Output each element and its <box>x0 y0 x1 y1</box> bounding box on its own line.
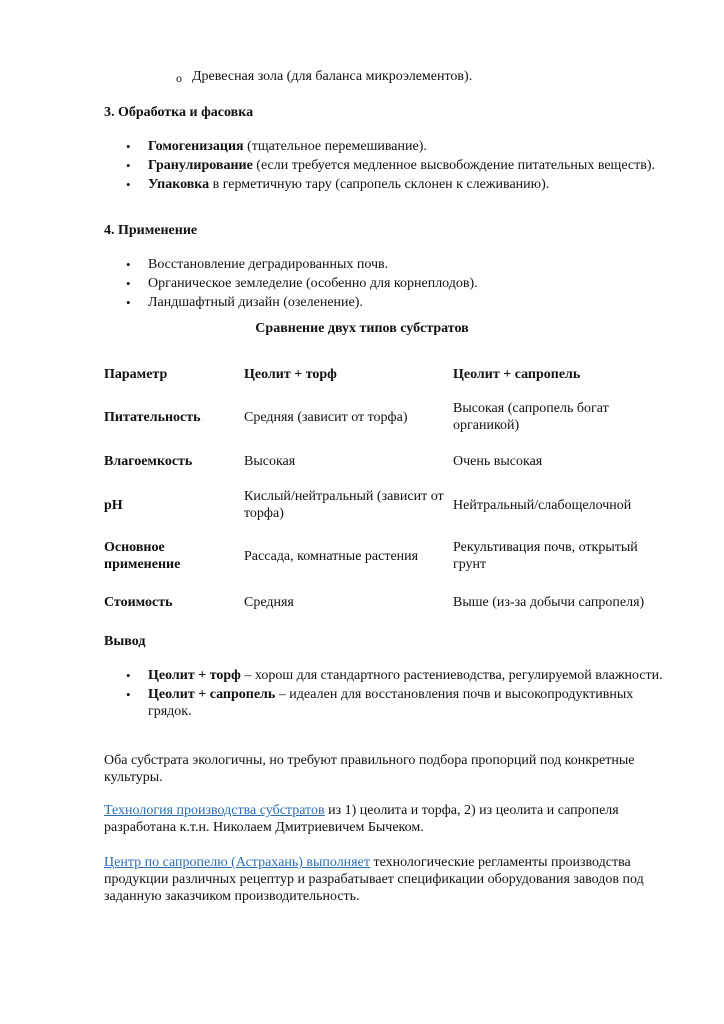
list-item: • Гранулирование (если требуется медленное высвобождение питательных веществ). <box>126 158 656 173</box>
header-cell: Цеолит + торф <box>244 366 337 382</box>
table-cell: Кислый/нейтральный (зависит от торфа) <box>244 489 444 521</box>
list-item: • Ландшафтный дизайн (озеленение). <box>126 295 363 310</box>
bullet-icon: • <box>126 276 131 291</box>
bullet-icon: • <box>126 668 131 683</box>
bullet-icon: • <box>126 158 131 173</box>
table-cell: Очень высокая <box>453 453 543 469</box>
section3-heading: 3. Обработка и фасовка <box>104 105 254 120</box>
table-row <box>100 480 675 530</box>
table-header-row <box>100 356 675 392</box>
list-item: • Восстановление деградированных почв. <box>126 257 389 272</box>
list-item: • Органическое земледелие (особенно для корнеплодов). <box>126 276 478 291</box>
tech-link[interactable]: Технология производства субстратов <box>104 803 325 818</box>
section4-heading: 4. Применение <box>104 223 198 238</box>
table-cell: Средняя <box>244 594 294 610</box>
table-cell: Высокая <box>244 453 296 469</box>
table-cell: Нейтральный/слабощелочной <box>453 497 632 513</box>
center-paragraph <box>104 854 664 905</box>
table-cell: Влагоемкость <box>104 453 193 469</box>
summary-paragraph: Оба субстрата экологичны, но требуют правильного подбора пропорций под конкретные культуры. <box>104 753 635 785</box>
table-cell: Выше (из-за добычи сапропеля) <box>453 594 645 610</box>
list-item: • Цеолит + торф – хорош для стандартного растениеводства, регулируемой влажности. <box>126 668 663 683</box>
list-item: • Гомогенизация (тщательное перемешивание). <box>126 139 427 154</box>
header-cell: Цеолит + сапропель <box>453 366 581 382</box>
table-cell: Основное применение <box>104 540 181 572</box>
header-cell: Параметр <box>104 366 168 382</box>
tech-text: из 1) цеолита и торфа, 2) из цеолита и сапропеля разработана к.т.н. Николаем Дмитриевичем Бычеком. <box>104 803 619 835</box>
table-cell: Высокая (сапропель богат органикой) <box>453 401 609 433</box>
bullet-icon: • <box>126 687 131 702</box>
table-cell: Средняя (зависит от торфа) <box>244 409 408 425</box>
center-link[interactable]: Центр по сапропелю (Астрахань) выполняет <box>104 855 370 870</box>
conclusion-list <box>104 667 664 722</box>
bullet-icon: • <box>126 177 131 192</box>
table-row <box>100 582 675 622</box>
center-text: технологические регламенты производства продукции различных рецептур и разрабатывает спецификации оборудования заводов под заданную заказчиком производительность. <box>104 855 644 904</box>
table-row <box>100 392 675 442</box>
bullet-icon: • <box>126 257 131 272</box>
table-cell: Рассада, комнатные растения <box>244 548 419 564</box>
table-row <box>100 442 675 480</box>
comparison-title: Сравнение двух типов субстратов <box>255 321 469 336</box>
table-cell: Питательность <box>104 409 201 425</box>
conclusion-heading: Вывод <box>104 634 146 649</box>
table-row <box>100 530 675 582</box>
section4-list <box>104 256 664 313</box>
table-cell: Стоимость <box>104 594 173 610</box>
sub-list-item: Древесная зола (для баланса микроэлементов). <box>192 69 473 84</box>
section3-list <box>104 138 664 195</box>
table-cell: Рекультивация почв, открытый грунт <box>453 540 638 572</box>
list-item: • Цеолит + сапропель – идеален для восстановления почв и высокопродуктивных грядок. <box>126 687 634 719</box>
bullet-icon: • <box>126 139 131 154</box>
table-cell: pH <box>104 497 123 513</box>
list-item: • Упаковка в герметичную тару (сапропель склонен к слеживанию). <box>126 177 550 192</box>
sub-bullet-icon: o <box>176 71 182 85</box>
comparison-table <box>100 356 675 622</box>
tech-paragraph <box>104 802 664 836</box>
bullet-icon: • <box>126 295 131 310</box>
